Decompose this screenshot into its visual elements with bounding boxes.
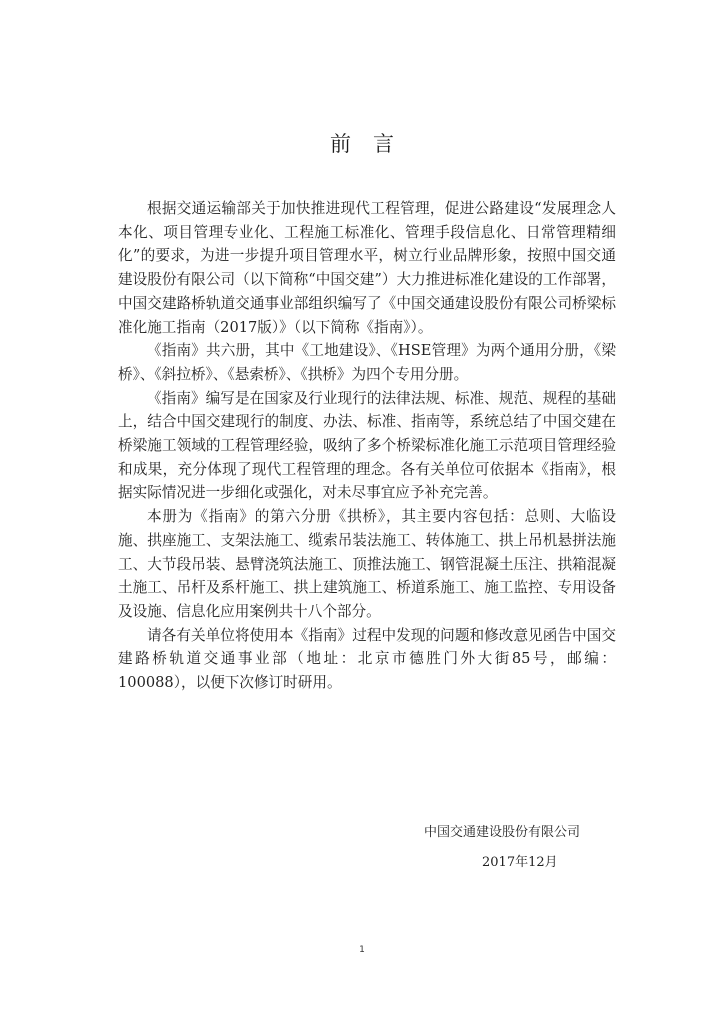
signature-organization: 中国交通建设股份有限公司 — [424, 825, 581, 840]
paragraph-1: 根据交通运输部关于加快推进现代工程管理，促进公路建设“发展理念人本化、项目管理专业化、工程施工标准化、管理手段信息化、日常管理精细化”的要求，为进一步提升项目管理水平，树立行业品牌形象，按照中国交通建设股份有限公司（以下简称“中国交建”）大力推进标准化建设的工作部署，中国交建路桥轨道交通事业部组织编写了《中国交通建设股份有限公司桥梁标准化施工指南（2017版）》（以下简称《指南》）。 — [118, 200, 616, 336]
signature-date: 2017年12月 — [482, 855, 558, 870]
paragraph-3: 《指南》编写是在国家及行业现行的法律法规、标准、规范、规程的基础上，结合中国交建现行的制度、办法、标准、指南等，系统总结了中国交建在桥梁施工领域的工程管理经验，吸纳了多个桥梁标准化施工示范项目管理经验和成果，充分体现了现代工程管理的理念。各有关单位可依据本《指南》，根据实际情况进一步细化或强化，对未尽事宜应予补充完善。 — [118, 389, 616, 502]
preface-body — [118, 197, 616, 695]
paragraph-4: 本册为《指南》的第六分册《拱桥》，其主要内容包括：总则、大临设施、拱座施工、支架法施工、缆索吊装法施工、转体施工、拱上吊机悬拼法施工、大节段吊装、悬臂浇筑法施工、顶推法施工、钢管混凝土压注、拱箱混凝土施工、吊杆及系杆施工、拱上建筑施工、桥道系施工、施工监控、专用设备及设施、信息化应用案例共十八个部分。 — [118, 508, 616, 620]
paragraph-5: 请各有关单位将使用本《指南》过程中发现的问题和修改意见函告中国交建路桥轨道交通事业部（地址：北京市德胜门外大街85号，邮编：100088），以便下次修订时研用。 — [118, 626, 616, 692]
paragraph-2: 《指南》共六册，其中《工地建设》、《HSE管理》为两个通用分册，《梁桥》、《斜拉桥》、《悬索桥》、《拱桥》为四个专用分册。 — [118, 342, 616, 383]
page-number: 1 — [359, 945, 365, 955]
page-title: 前言 — [330, 132, 416, 156]
